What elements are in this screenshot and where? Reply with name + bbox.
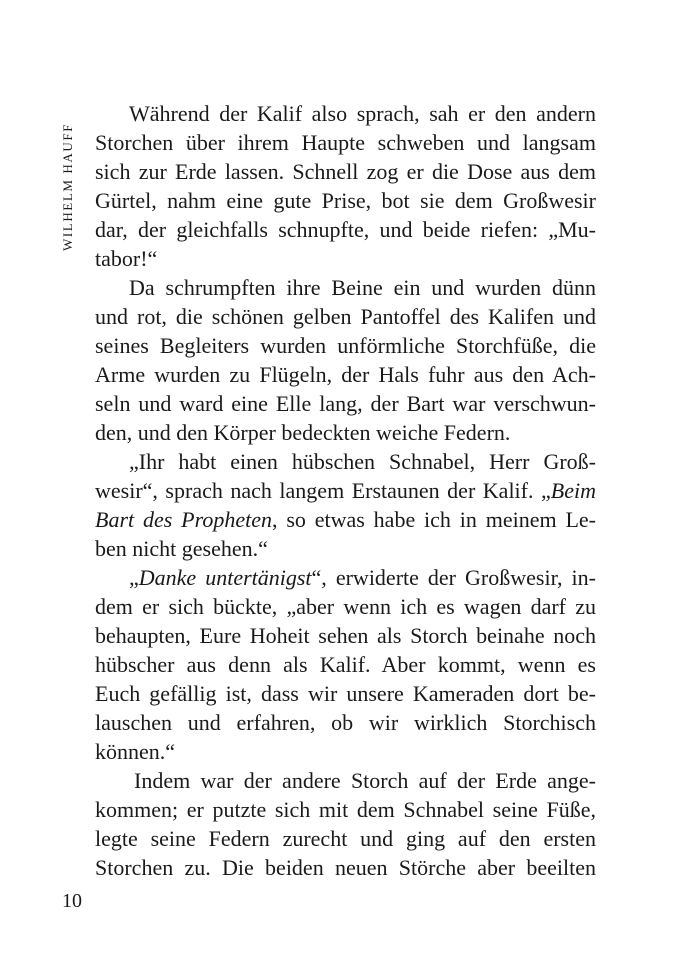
text-line: wesir“, sprach nach langem Erstaunen der Kalif. „Beim [95, 478, 596, 503]
text-line: „Ihr habt einen hübschen Schnabel, Herr Groß- [129, 449, 596, 474]
text-line: Indem war der andere Storch auf der Erde ange- [134, 768, 596, 793]
text-line: legte seine Federn zurecht und ging auf den ersten [95, 826, 596, 851]
text-line: dar, der gleichfalls schnupfte, und beide riefen: „Mu- [95, 217, 596, 242]
text-line: sich zur Erde lassen. Schnell zog er die Dose aus dem [95, 159, 596, 184]
page-number: 10 [62, 890, 82, 912]
text-line: behaupten, Eure Hoheit sehen als Storch beinahe noch [95, 623, 596, 648]
text-line: seines Begleiters wurden unförmliche Storchfüße, die [95, 333, 596, 358]
text-line: tabor!“ [95, 246, 158, 271]
body-text [95, 99, 596, 882]
text-line: kommen; er putzte sich mit dem Schnabel seine Füße, [95, 797, 596, 822]
text-line: Gürtel, nahm eine gute Prise, bot sie dem Großwesir [95, 188, 596, 213]
text-line: hübscher aus denn als Kalif. Aber kommt, wenn es [95, 652, 596, 677]
text-line: den, und den Körper bedeckten weiche Federn. [95, 420, 511, 445]
text-line: Bart des Propheten, so etwas habe ich in meinem Le- [95, 507, 596, 532]
text-line: Da schrumpften ihre Beine ein und wurden dünn [129, 275, 596, 300]
text-line: dem er sich bückte, „aber wenn ich es wagen darf zu [95, 594, 596, 619]
text-line: seln und ward eine Elle lang, der Bart war verschwun- [95, 391, 596, 416]
text-line: „Danke untertänigst“, erwiderte der Großwesir, in- [129, 565, 596, 590]
text-line: Euch gefällig ist, dass wir unsere Kameraden dort be- [95, 681, 596, 706]
text-line: und rot, die schönen gelben Pantoffel des Kalifen und [95, 304, 596, 329]
running-head-text: WILHELM HAUFF [60, 122, 75, 252]
text-line: Arme wurden zu Flügeln, der Hals fuhr aus den Ach- [95, 362, 596, 387]
text-line: Storchen zu. Die beiden neuen Störche aber beeilten [95, 855, 596, 880]
text-line: Storchen über ihrem Haupte schweben und langsam [95, 130, 596, 155]
text-line: können.“ [95, 739, 176, 764]
text-line: Während der Kalif also sprach, sah er den andern [129, 101, 596, 126]
text-line: ben nicht gesehen.“ [95, 536, 268, 561]
running-head [59, 102, 77, 272]
text-line: lauschen und erfahren, ob wir wirklich Storchisch [95, 710, 596, 735]
